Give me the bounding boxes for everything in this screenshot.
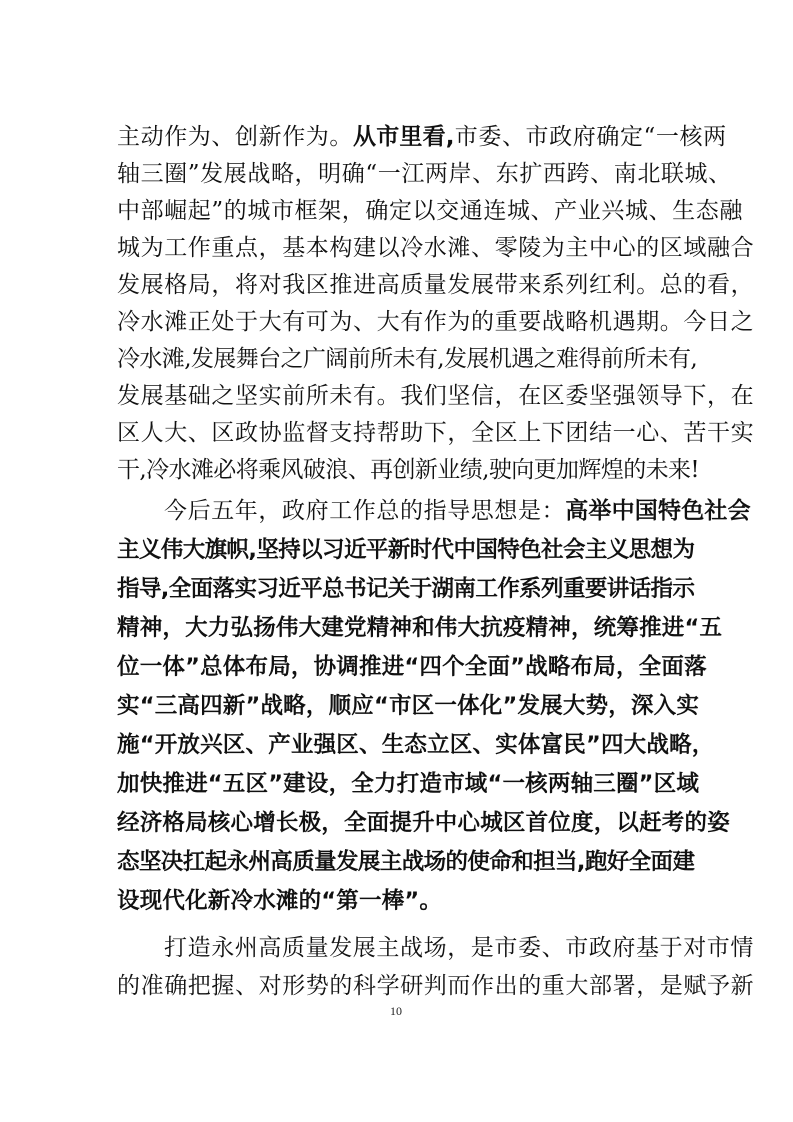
paragraph-2-line-10: 态坚决扛起永州高质量发展主战场的使命和担当,跑好全面建: [117, 849, 695, 875]
paragraph-2-line-1-start: 今后五年，政府工作总的指导思想是：: [164, 498, 566, 524]
paragraph-1-line-5: 发展格局，将对我区推进高质量发展带来系列红利。总的看，: [117, 272, 755, 298]
paragraph-1-line-4: 城为工作重点，基本构建以冷水滩、零陵为主中心的区域融合: [117, 235, 755, 261]
paragraph-2-line-6: 实“三高四新”战略，顺应“市区一体化”发展大势，深入实: [117, 693, 700, 719]
page-number: 10: [390, 1004, 402, 1018]
paragraph-1-line-1: [117, 119, 727, 156]
paragraph-2-line-4: 精神，大力弘扬伟大建党精神和伟大抗疫精神，统筹推进“五: [117, 615, 723, 641]
paragraph-2-line-11: 设现代化新冷水滩的“第一棒”。: [117, 888, 443, 914]
paragraph-2-line-1: [164, 493, 751, 530]
paragraph-2-line-2: 主义伟大旗帜,坚持以习近平新时代中国特色社会主义思想为: [117, 537, 695, 563]
paragraph-1-line-1-end: 市委、市政府确定“一核两: [454, 124, 727, 150]
paragraph-1-line-10: 干,冷水滩必将乘风破浪、再创新业绩,驶向更加辉煌的未来!: [117, 457, 700, 483]
paragraph-1-line-3: 中部崛起”的城市框架，确定以交通连城、产业兴城、生态融: [117, 198, 743, 224]
paragraph-2-line-9: 经济格局核心增长极，全面提升中心城区首位度，以赶考的姿: [117, 810, 730, 836]
paragraph-2-line-5: 位一体”总体布局，协调推进“四个全面”战略布局，全面落: [117, 654, 707, 680]
paragraph-3-line-1: 打造永州高质量发展主战场，是市委、市政府基于对市情: [164, 935, 754, 961]
paragraph-3-line-2: 的准确把握、对形势的科学研判而作出的重大部署，是赋予新: [117, 973, 755, 999]
paragraph-1-line-1-start: 主动作为、创新作为。: [117, 124, 353, 150]
paragraph-1-bold-phrase: 从市里看,: [353, 124, 455, 150]
paragraph-1-line-6: 冷水滩正处于大有可为、大有作为的重要战略机遇期。今日之: [117, 309, 755, 335]
paragraph-1-line-8: 发展基础之坚实前所未有。我们坚信，在区委坚强领导下，在: [117, 383, 755, 409]
paragraph-2-line-8: 加快推进“五区”建设，全力打造市域“一核两轴三圈”区域: [117, 771, 700, 797]
paragraph-2-line-7: 施“开放兴区、产业强区、生态立区、实体富民”四大战略，: [117, 732, 715, 758]
paragraph-2-bold-phrase: 高举中国特色社会: [565, 498, 751, 524]
paragraph-2-line-3: 指导,全面落实习近平总书记关于湖南工作系列重要讲话指示: [117, 576, 695, 602]
paragraph-1-line-2: 轴三圈”发展战略，明确“一江两岸、东扩西跨、南北联城、: [117, 161, 732, 187]
paragraph-1-line-9: 区人大、区政协监督支持帮助下，全区上下团结一心、苦干实: [117, 420, 755, 446]
paragraph-1-line-7: 冷水滩,发展舞台之广阔前所未有,发展机遇之难得前所未有,: [117, 346, 698, 372]
